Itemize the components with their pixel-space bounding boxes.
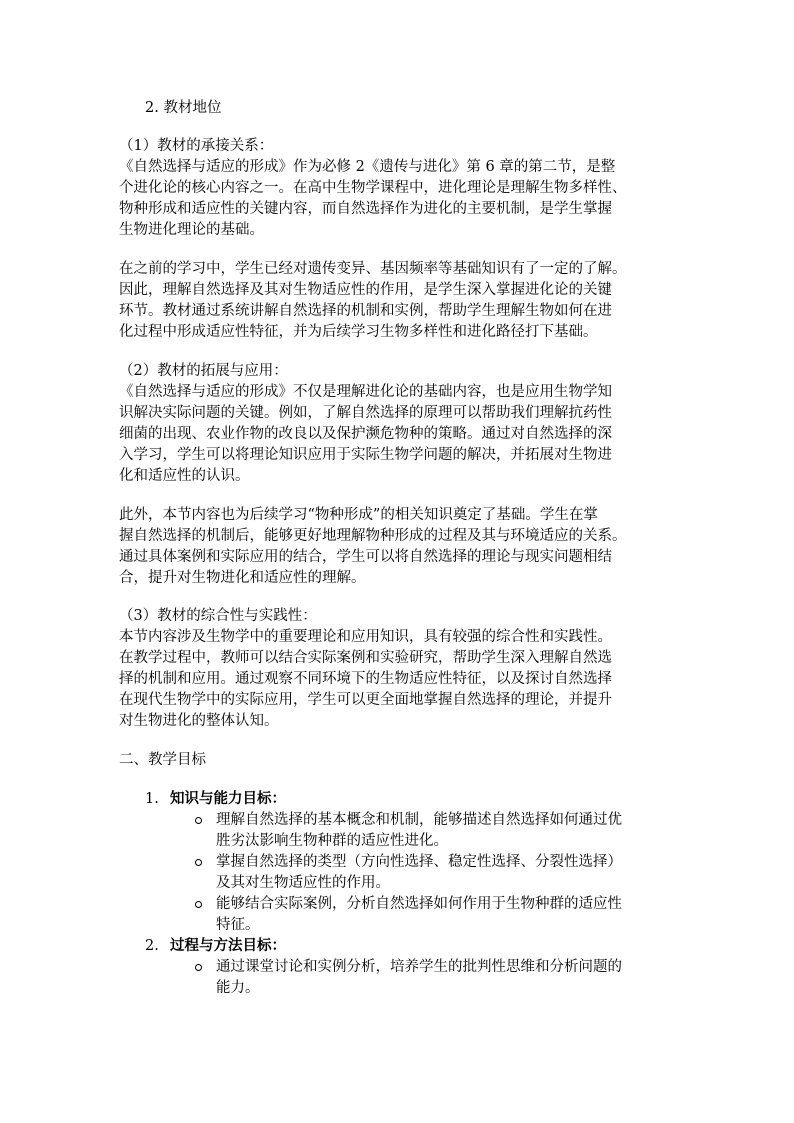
list-item-line: 能力。 — [216, 980, 260, 996]
bullet-icon — [195, 817, 202, 824]
paragraph-line: 因此，理解自然选择及其对生物适应性的作用，是学生深入掌握进化论的关键 — [119, 282, 612, 298]
paragraph-line: 在现代生物学中的实际应用，学生可以更全面地掌握自然选择的理论，并提升 — [119, 692, 612, 708]
subsection-title-1: （1）教材的承接关系： — [119, 138, 274, 154]
goal-title-knowledge: 知识与能力目标： — [170, 790, 286, 807]
paragraph-line: 择的机制和应用。通过观察不同环境下的生物适应性特征，以及探讨自然选择 — [119, 671, 612, 687]
subsection-title-3: （3）教材的综合性与实践性： — [119, 608, 317, 624]
bullet-icon — [195, 964, 202, 971]
paragraph-line: 细菌的出现、农业作物的改良以及保护濒危物种的策略。通过对自然选择的深 — [119, 426, 612, 442]
goal-title-process: 过程与方法目标： — [170, 937, 286, 954]
list-item-line: 理解自然选择的基本概念和机制，能够描述自然选择如何通过优 — [216, 812, 622, 828]
paragraph-line: 识解决实际问题的关键。例如，了解自然选择的原理可以帮助我们理解抗药性 — [119, 405, 612, 421]
paragraph-line: 生物进化理论的基础。 — [119, 222, 264, 238]
paragraph-line: 《自然选择与适应的形成》作为必修 2《遗传与进化》第 6 章的第二节，是整 — [119, 159, 616, 175]
goal-number-2: 2. — [145, 938, 159, 954]
paragraph-line: 合，提升对生物进化和适应性的理解。 — [119, 570, 366, 586]
list-item-line: 特征。 — [216, 917, 260, 933]
paragraph-line: 通过具体案例和实际应用的结合，学生可以将自然选择的理论与现实问题相结 — [119, 549, 612, 565]
paragraph-line: 化和适应性的认识。 — [119, 468, 250, 484]
paragraph-line: 《自然选择与适应的形成》不仅是理解进化论的基础内容，也是应用生物学知 — [119, 384, 612, 400]
goal-number-1: 1. — [145, 791, 159, 807]
list-item-line: 胜劣汰影响生物种群的适应性进化。 — [216, 833, 448, 849]
paragraph-line: 在之前的学习中，学生已经对遗传变异、基因频率等基础知识有了一定的了解。 — [119, 261, 627, 277]
bullet-icon — [195, 901, 202, 908]
paragraph-line: 在教学过程中，教师可以结合实际案例和实验研究，帮助学生深入理解自然选 — [119, 650, 612, 666]
paragraph-line: 环节。教材通过系统讲解自然选择的机制和实例，帮助学生理解生物如何在进 — [119, 303, 612, 319]
paragraph-line: 握自然选择的机制后，能够更好地理解物种形成的过程及其与环境适应的关系。 — [119, 528, 627, 544]
paragraph-line: 本节内容涉及生物学中的重要理论和应用知识，具有较强的综合性和实践性。 — [119, 629, 612, 645]
bullet-icon — [195, 859, 202, 866]
section-heading-goals: 二、教学目标 — [119, 752, 206, 768]
section-heading-material: 2. 教材地位 — [145, 100, 222, 116]
list-item-line: 及其对生物适应性的作用。 — [216, 875, 390, 891]
list-item-line: 能够结合实际案例，分析自然选择如何作用于生物种群的适应性 — [216, 896, 622, 912]
paragraph-line: 此外，本节内容也为后续学习“物种形成”的相关知识奠定了基础。学生在掌 — [119, 507, 598, 523]
paragraph-line: 对生物进化的整体认知。 — [119, 713, 279, 729]
subsection-title-2: （2）教材的拓展与应用： — [119, 363, 288, 379]
paragraph-line: 物种形成和适应性的关键内容，而自然选择作为进化的主要机制，是学生掌握 — [119, 201, 612, 217]
list-item-line: 通过课堂讨论和实例分析，培养学生的批判性思维和分析问题的 — [216, 959, 622, 975]
paragraph-line: 入学习，学生可以将理论知识应用于实际生物学问题的解决，并拓展对生物进 — [119, 447, 612, 463]
paragraph-line: 化过程中形成适应性特征，并为后续学习生物多样性和进化路径打下基础。 — [119, 324, 598, 340]
paragraph-line: 个进化论的核心内容之一。在高中生物学课程中，进化理论是理解生物多样性、 — [119, 180, 627, 196]
list-item-line: 掌握自然选择的类型（方向性选择、稳定性选择、分裂性选择） — [216, 854, 622, 870]
